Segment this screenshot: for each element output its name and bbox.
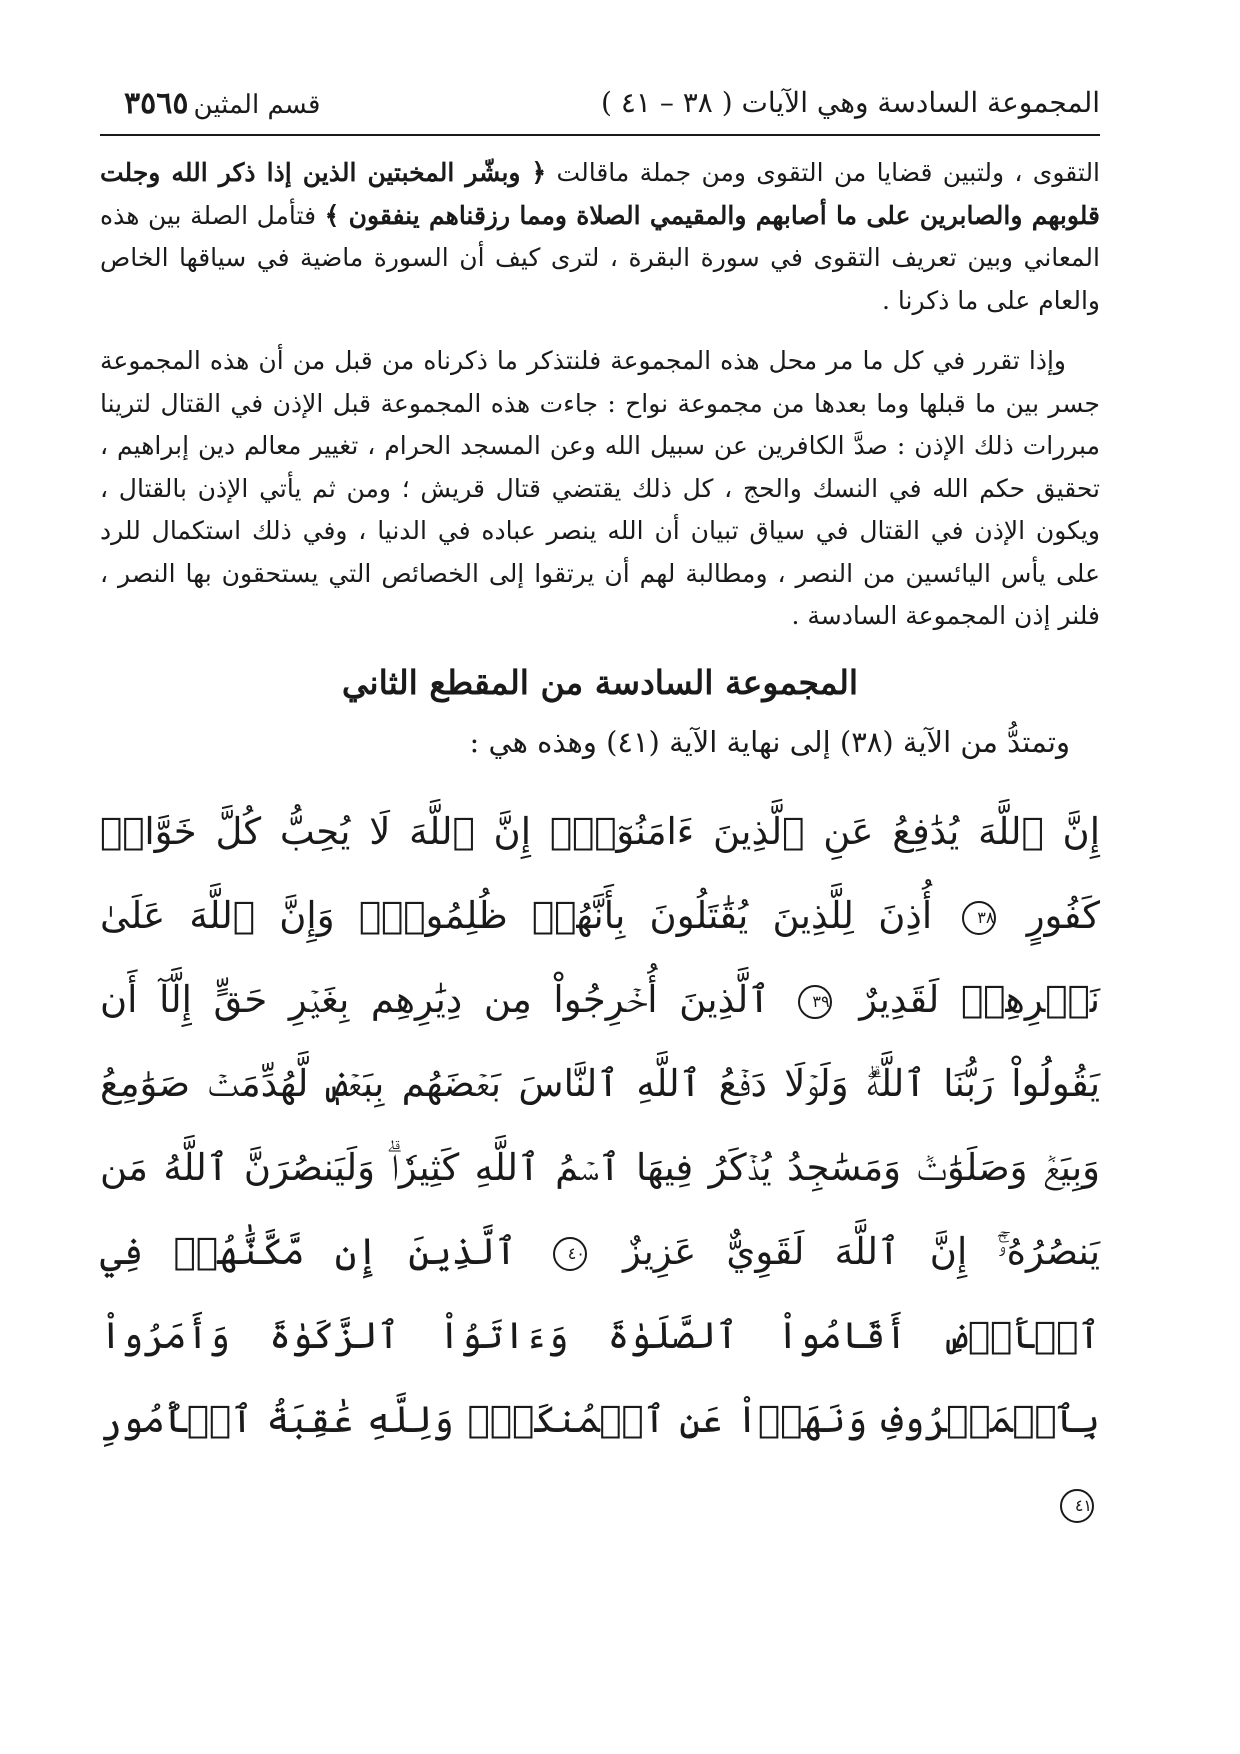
section-name: قسم المثين	[193, 90, 321, 120]
ayah-number-marker: ٣٩	[798, 985, 832, 1019]
verse-text: إِنَّ ٱللَّهَ يُدَٰفِعُ عَنِ ٱلَّذِينَ ءَامَنُوٓاْۗ إِنَّ ٱللَّهَ لَا يُحِبُّ كُلَّ خَوَّانٖ كَفُورٍ	[100, 809, 1101, 937]
verse-text: أُذِنَ لِلَّذِينَ يُقَٰتَلُونَ بِأَنَّهُمۡ ظُلِمُواْۚ وَإِنَّ ٱللَّهَ عَلَىٰ نَصۡرِهِمۡ لَقَدِيرٌ	[100, 893, 1100, 1021]
quran-quote: ﴿ وبشّر المخبتين الذين إذا ذكر الله وجلت قلوبهم والصابرين على ما أصابهم والمقيمي الصلاة ومما رزقناهم ينفقون ﴾	[100, 158, 1100, 230]
paragraph-2: وإذا تقرر في كل ما مر محل هذه المجموعة فلنتذكر ما ذكرناه من قبل من أن هذه المجموعة جسر بين ما قبلها وما بعدها من مجموعة نواح : جاءت هذه المجموعة قبل الإذن في القتال لترينا مبررات ذلك الإذن : صدَّ الكافرين عن سبيل الله وعن المسجد الحرام ، تغيير معالم دين إبراهيم ، تحقيق حكم الله في النسك والحج ، كل ذلك يقتضي قتال قريش ؛ ومن ثم يأتي الإذن بالقتال ، ويكون الإذن في القتال في سياق تبيان أن الله ينصر عباده في الدنيا ، وفي ذلك استكمال للرد على يأس اليائسين من النصر ، ومطالبة لهم أن يرتقوا إلى الخصائص التي يستحقون بها النصر ، فلنر إذن المجموعة السادسة .	[100, 346, 1100, 630]
page-header	[100, 80, 1100, 130]
verse-text: ٱلَّذِينَ إِن مَّكَّنَّٰهُمۡ فِي ٱلۡأَرۡضِ أَقَامُواْ ٱلصَّلَوٰةَ وَءَاتَوُاْ ٱلزَّكَوٰةَ وَأَمَرُواْ بِٱلۡمَعۡرُوفِ وَنَهَوۡاْ عَنِ ٱلۡمُنكَرِۗ وَلِلَّهِ عَٰقِبَةُ ٱلۡأُمُورِ	[100, 1229, 1100, 1441]
header-left-group	[100, 86, 320, 121]
section-heading: المجموعة السادسة من المقطع الثاني	[341, 662, 859, 702]
ayah-number-marker: ٤١	[1060, 1489, 1094, 1523]
quran-verses	[100, 790, 1100, 1546]
ayah-number-marker: ٤٠	[553, 1237, 587, 1271]
paragraph-1-lead: التقوى ، ولتبين قضايا من التقوى ومن جملة ماقالت	[546, 158, 1101, 187]
paragraph-1-tail: فتأمل الصلة بين هذه المعاني وبين تعريف التقوى في سورة البقرة ، لترى كيف أن السورة ماضية في سياقها الخاص والعام على ما ذكرنا .	[100, 200, 1100, 315]
paragraph-1	[100, 152, 1100, 322]
page-number: ٣٥٦٥	[124, 86, 189, 121]
header-divider	[100, 134, 1100, 136]
verses-intro: وتمتدُّ من الآية (٣٨) إلى نهاية الآية (٤١) وهذه هي :	[469, 724, 1070, 759]
page-content	[100, 152, 1100, 1546]
verse-text: ٱلَّذِينَ أُخۡرِجُواْ مِن دِيَٰرِهِم بِغَيۡرِ حَقٍّ إِلَّآ أَن يَقُولُواْ رَبُّنَا ٱللَّهُۗ وَلَوۡلَا دَفۡعُ ٱللَّهِ ٱلنَّاسَ بَعۡضَهُم بِبَعۡضٖ لَّهُدِّمَتۡ صَوَٰمِعُ وَبِيَعٞ وَصَلَوَٰتٞ وَمَسَٰجِدُ يُذۡكَرُ فِيهَا ٱسۡمُ ٱللَّهِ كَثِيرٗاۗ وَلَيَنصُرَنَّ ٱللَّهُ مَن يَنصُرُهُۥٓۚ إِنَّ ٱللَّهَ لَقَوِيٌّ عَزِيزٌ	[100, 977, 1101, 1273]
running-title: المجموعة السادسة وهي الآيات ( ٣٨ – ٤١ )	[601, 86, 1100, 119]
ayah-number-marker: ٣٨	[962, 901, 996, 935]
